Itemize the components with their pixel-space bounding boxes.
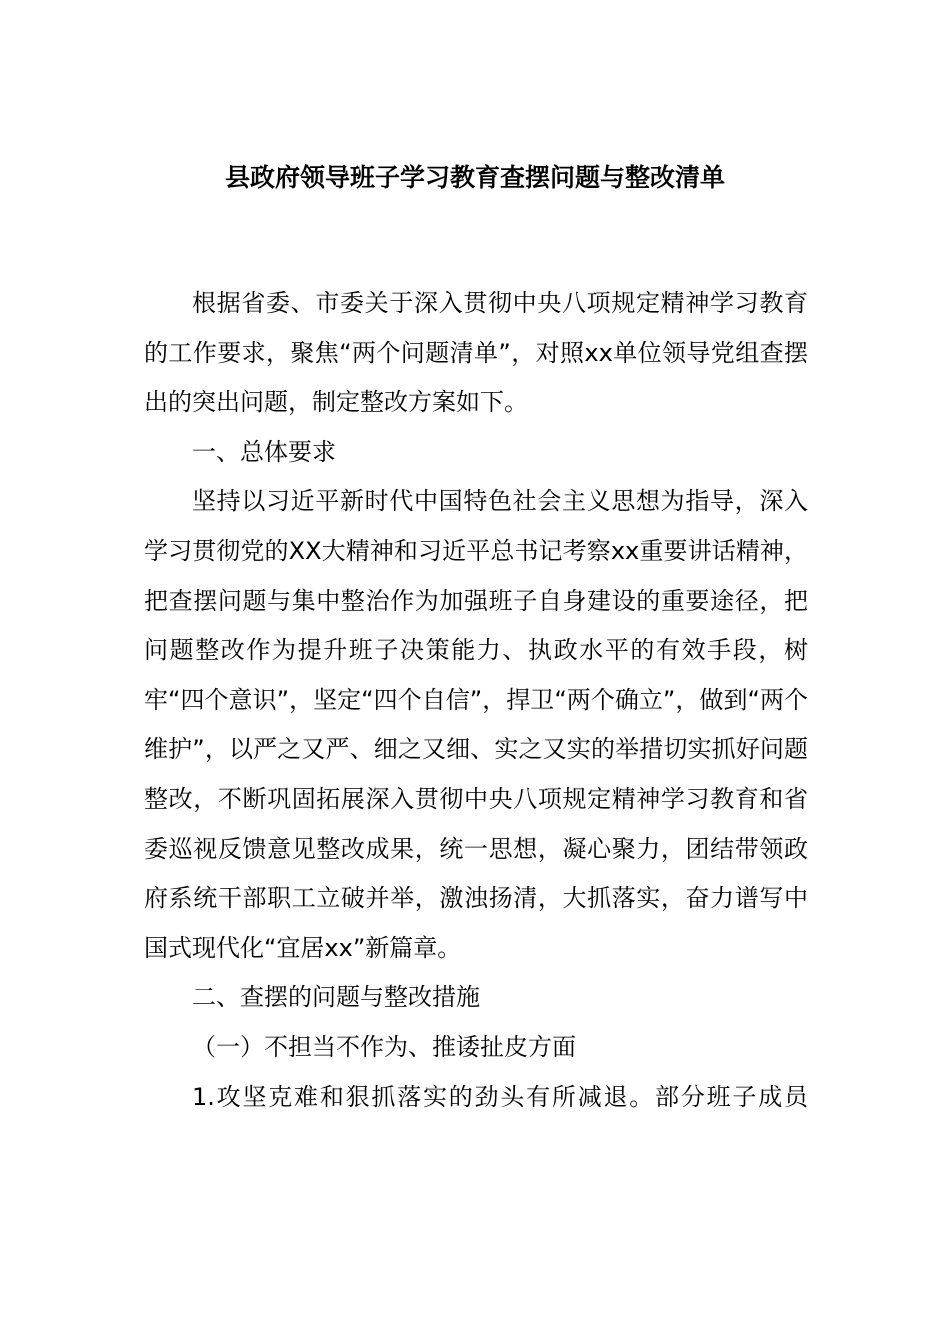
general-requirements-paragraph: 坚持以习近平新时代中国特色社会主义思想为指导，深入学习贯彻党的XX大精神和习近平总书记考察xx重要讲话精神，把查摆问题与集中整治作为加强班子自身建设的重要途径，把问题整改作为提升班子决策能力、执政水平的有效手段，树牢“四个意识”，坚定“四个自信”，捍卫“两个确立”，做到“两个维护”，以严之又严、细之又细、实之又实的举措切实抓好问题整改，不断巩固拓展深入贯彻中央八项规定精神学习教育和省委巡视反馈意见整改成果，统一思想，凝心聚力，团结带领政府系统干部职工立破并举，激浊扬清，大抓落实，奋力谱写中国式现代化“宜居xx”新篇章。 <box>144 487 808 962</box>
section-heading-general-requirements: 一、总体要求 <box>192 437 336 466</box>
subsection-heading-responsibility: （一）不担当不作为、推诿扯皮方面 <box>192 1032 576 1061</box>
section-heading-problems-and-measures: 二、查摆的问题与整改措施 <box>192 983 480 1012</box>
intro-paragraph: 根据省委、市委关于深入贯彻中央八项规定精神学习教育的工作要求，聚焦“两个问题清单”，对照xx单位领导党组查摆出的突出问题，制定整改方案如下。 <box>144 289 808 417</box>
item-paragraph-1: 1.攻坚克难和狠抓落实的劲头有所减退。部分班子成员 <box>192 1082 808 1111</box>
document-body <box>144 279 808 1122</box>
document-title: 县政府领导班子学习教育查摆问题与整改清单 <box>224 163 725 192</box>
